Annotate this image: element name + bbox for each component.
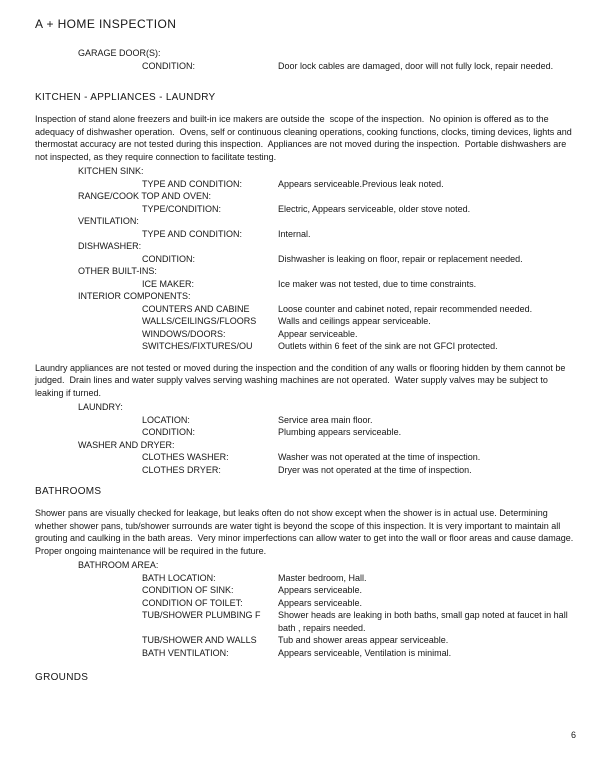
group-label-other-built-ins: OTHER BUILT-INS: <box>78 266 157 276</box>
field-row <box>35 303 578 316</box>
section-heading-bathrooms: BATHROOMS <box>35 486 102 497</box>
field-value: Appears serviceable, Ventilation is minimal. <box>278 647 452 658</box>
field-value: Appears serviceable. <box>278 585 363 595</box>
group-label-bathroom-area: BATHROOM AREA: <box>78 560 159 570</box>
section-heading-kitchen: KITCHEN - APPLIANCES - LAUNDRY <box>35 92 216 103</box>
field-label: TYPE AND CONDITION: <box>142 228 243 239</box>
field-row <box>35 597 578 610</box>
field-label: LOCATION: <box>142 414 190 425</box>
field-label: TYPE AND CONDITION: <box>142 178 243 189</box>
field-row <box>35 178 578 191</box>
field-label: WINDOWS/DOORS: <box>142 328 226 339</box>
field-row <box>35 315 578 328</box>
field-row <box>35 634 578 647</box>
group-label-dishwasher: DISHWASHER: <box>78 241 142 251</box>
field-value: Internal. <box>278 228 311 239</box>
field-value: Outlets within 6 feet of the sink are not GFCI protected. <box>278 341 498 351</box>
field-row <box>35 414 578 427</box>
field-value: Plumbing appears serviceable. <box>278 427 402 437</box>
field-value: Service area main floor. <box>278 414 373 425</box>
field-row <box>35 60 578 73</box>
field-row <box>35 464 578 477</box>
field-label: CONDITION: <box>142 60 195 71</box>
field-label: BATH LOCATION: <box>142 572 216 583</box>
field-value: Appears serviceable. <box>278 597 363 608</box>
field-row <box>35 228 578 241</box>
field-label: COUNTERS AND CABINE <box>142 303 250 314</box>
group-label-garage-doors: GARAGE DOOR(S): <box>78 48 161 58</box>
field-row <box>35 426 578 439</box>
field-label: ICE MAKER: <box>142 278 195 289</box>
page-number: 6 <box>571 730 577 740</box>
field-value: Appears serviceable.Previous leak noted. <box>278 178 444 189</box>
field-value: Tub and shower areas appear serviceable. <box>278 635 449 645</box>
field-value: Washer was not operated at the time of inspection. <box>278 452 481 462</box>
field-row <box>35 572 578 585</box>
laundry-disclaimer-paragraph: Laundry appliances are not tested or moved during the inspection and the condition of any walls or flooring hidden by them cannot be judged. Drain lines and water supply valves serving washing machines are not operated. Water supply valves may be subject to leaking if turned. <box>35 362 568 398</box>
field-value: Shower heads are leaking in both baths, small gap noted at faucet in hall bath , repairs needed. <box>278 610 568 633</box>
field-row <box>35 340 578 353</box>
field-value: Appear serviceable. <box>278 328 358 339</box>
section-heading-grounds: GROUNDS <box>35 672 89 683</box>
field-value: Dryer was not operated at the time of inspection. <box>278 464 472 475</box>
field-label: TUB/SHOWER PLUMBING F <box>142 610 261 620</box>
field-row <box>35 584 578 597</box>
field-row <box>35 451 578 464</box>
field-label: CLOTHES DRYER: <box>142 464 221 475</box>
field-label: BATH VENTILATION: <box>142 647 229 658</box>
field-row <box>35 609 578 634</box>
field-row <box>35 253 578 266</box>
field-value: Dishwasher is leaking on floor, repair or replacement needed. <box>278 253 523 264</box>
field-label: CONDITION: <box>142 253 195 264</box>
group-label-range-cooktop-oven: RANGE/COOK TOP AND OVEN: <box>78 191 212 201</box>
group-label-laundry: LAUNDRY: <box>78 402 123 412</box>
field-label: TUB/SHOWER AND WALLS <box>142 635 257 645</box>
field-value: Electric, Appears serviceable, older stove noted. <box>278 203 471 214</box>
field-value: Loose counter and cabinet noted, repair recommended needed. <box>278 303 533 314</box>
field-row <box>35 328 578 341</box>
field-value: Door lock cables are damaged, door will not fully lock, repair needed. <box>278 60 554 71</box>
field-value: Walls and ceilings appear serviceable. <box>278 316 431 326</box>
field-label: SWITCHES/FIXTURES/OU <box>142 341 253 351</box>
field-row <box>35 278 578 291</box>
field-label: CLOTHES WASHER: <box>142 452 229 462</box>
field-label: CONDITION OF TOILET: <box>142 597 243 608</box>
group-label-kitchen-sink: KITCHEN SINK: <box>78 166 144 176</box>
field-label: WALLS/CEILINGS/FLOORS <box>142 316 257 326</box>
field-row <box>35 203 578 216</box>
field-value: Master bedroom, Hall. <box>278 572 367 583</box>
page-title: A + HOME INSPECTION <box>35 17 177 31</box>
field-label: CONDITION: <box>142 427 195 437</box>
bathrooms-disclaimer-paragraph: Shower pans are visually checked for leakage, but leaks often do not show except when the shower is in actual use. Determining whether shower pans, tub/shower surrounds are water tight is beyond the scope of this inspection. It is very important to maintain all grouting and caulking in the bath areas. Very minor imperfections can allow water to get into the wall or floor areas and cause damage. Proper ongoing maintenance will be required in the future. <box>35 508 579 556</box>
kitchen-disclaimer-paragraph: Inspection of stand alone freezers and built-in ice makers are outside the scope of the inspection. No opinion is offered as to the adequacy of dishwasher operation. Ovens, self or continuous cleaning operations, cooking functions, clocks, timing devices, lights and thermostat accuracy are not tested during this inspection. Appliances are not moved during the inspection. Portable dishwashers are not inspected, as they require connection to facilitate testing. <box>35 114 575 162</box>
field-label: TYPE/CONDITION: <box>142 203 222 214</box>
group-label-interior-components: INTERIOR COMPONENTS: <box>78 291 191 301</box>
group-label-washer-and-dryer: WASHER AND DRYER: <box>78 439 175 450</box>
group-label-ventilation: VENTILATION: <box>78 216 139 226</box>
field-label: CONDITION OF SINK: <box>142 585 234 595</box>
field-value: Ice maker was not tested, due to time constraints. <box>278 278 477 289</box>
field-row <box>35 647 578 660</box>
